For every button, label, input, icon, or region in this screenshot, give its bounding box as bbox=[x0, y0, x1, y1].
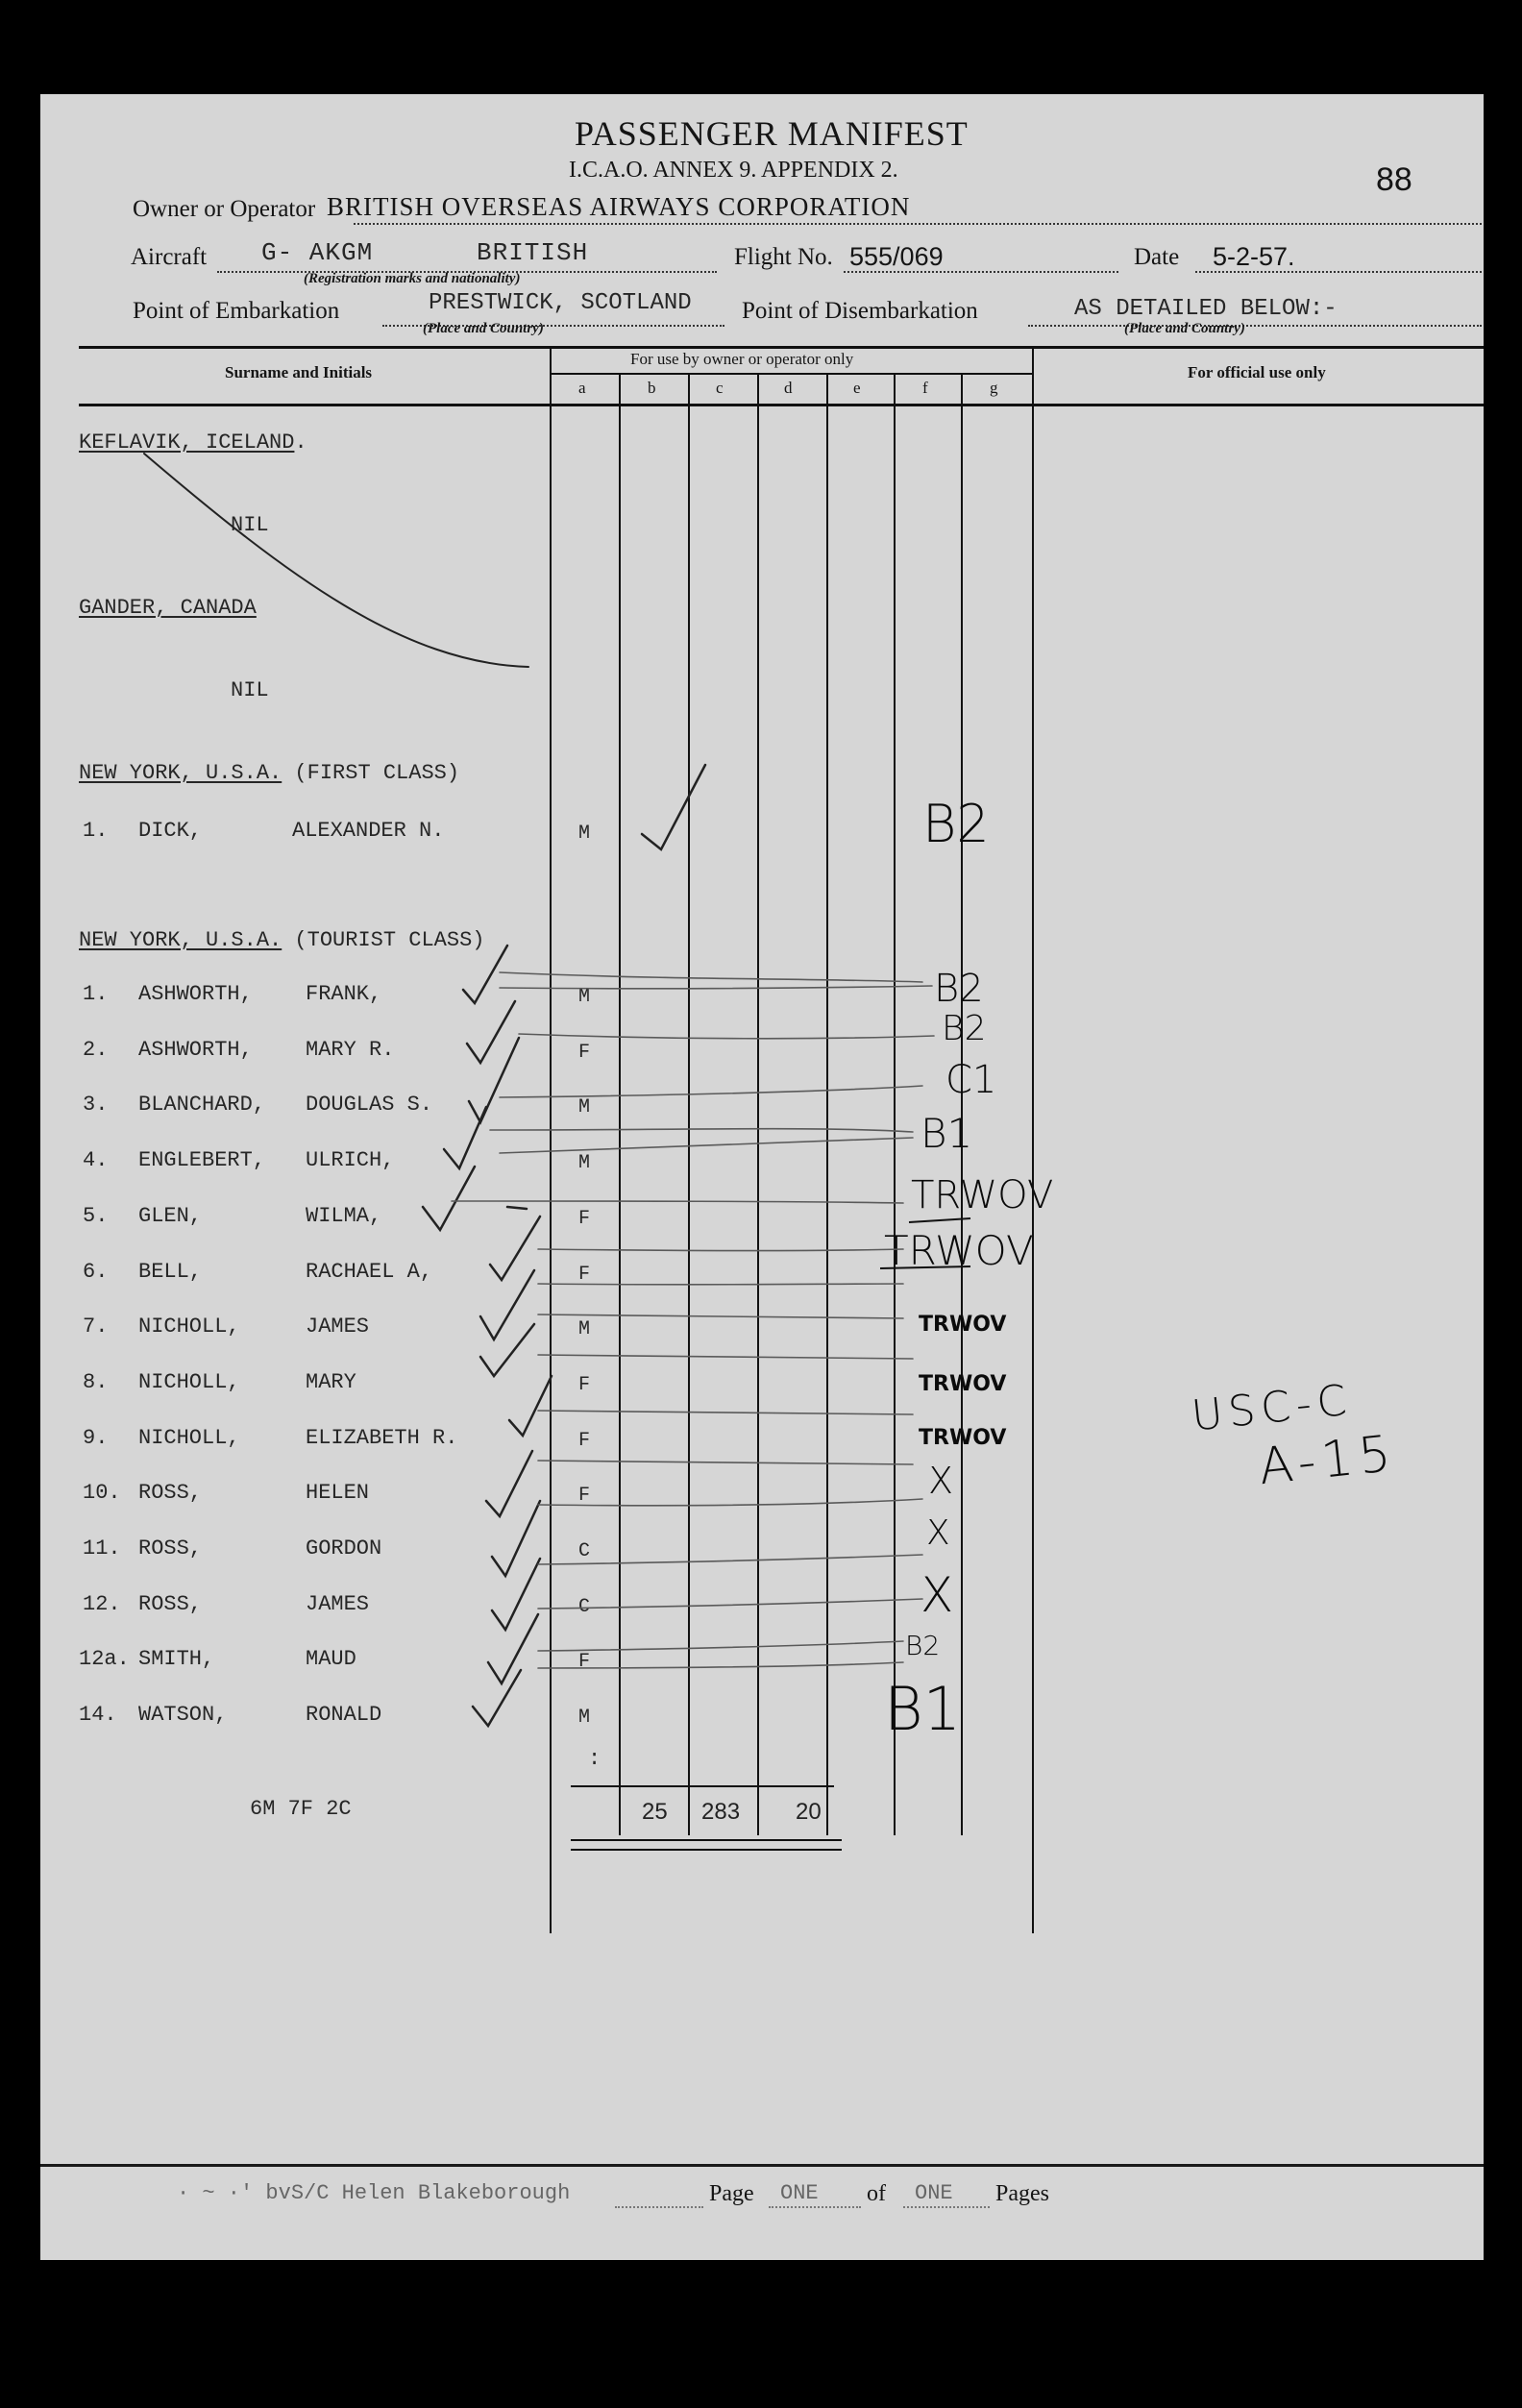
passenger-surname: BLANCHARD, bbox=[138, 1093, 266, 1117]
strike-through bbox=[909, 1218, 970, 1222]
row-number: 7. bbox=[83, 1315, 109, 1339]
col-letter-c: c bbox=[716, 379, 724, 397]
row-number: 10. bbox=[83, 1481, 121, 1505]
passenger-sex: C bbox=[578, 1596, 591, 1618]
passenger-given-name: MAUD bbox=[306, 1647, 356, 1671]
pencil-line bbox=[519, 1034, 934, 1039]
handwritten-code: B2 bbox=[922, 794, 990, 854]
col-header-name: Surname and Initials bbox=[225, 363, 373, 381]
owner-label: Owner or Operator bbox=[133, 196, 316, 222]
handwritten-code: X bbox=[928, 1460, 954, 1502]
aircraft-nationality: BRITISH bbox=[477, 238, 589, 267]
passenger-given-name: ELIZABETH R. bbox=[306, 1426, 458, 1450]
date-label: Date bbox=[1134, 244, 1180, 270]
passenger-given-name: RONALD bbox=[306, 1703, 382, 1727]
owner-value: BRITISH OVERSEAS AIRWAYS CORPORATION bbox=[327, 192, 911, 221]
passenger-given-name: MARY R. bbox=[306, 1038, 395, 1062]
checkmark-icon bbox=[423, 1167, 475, 1230]
passenger-given-name: MARY bbox=[306, 1370, 356, 1394]
row-number: 1. bbox=[83, 982, 109, 1006]
checkmark-icon bbox=[463, 946, 507, 1003]
disembark-value: AS DETAILED BELOW:- bbox=[1074, 296, 1338, 322]
passenger-surname: ROSS, bbox=[138, 1481, 203, 1505]
total-d: 20 bbox=[796, 1799, 822, 1825]
passenger-surname: DICK, bbox=[138, 819, 203, 843]
passenger-given-name: HELEN bbox=[306, 1481, 370, 1505]
total-b: 25 bbox=[642, 1799, 668, 1825]
checkmark-icon bbox=[492, 1501, 540, 1576]
passenger-sex: F bbox=[578, 1042, 591, 1064]
pencil-line bbox=[538, 1315, 903, 1318]
footer-page-label: Page bbox=[709, 2181, 754, 2206]
pencil-line bbox=[538, 1662, 903, 1668]
passenger-surname: NICHOLL, bbox=[138, 1315, 240, 1339]
footer-page-value: ONE bbox=[780, 2181, 819, 2205]
handwritten-code: X bbox=[921, 1567, 954, 1623]
section-heading-gander: GANDER, CANADA bbox=[79, 596, 257, 620]
handwritten-code: B2 bbox=[905, 1630, 941, 1661]
pencil-line bbox=[538, 1555, 922, 1564]
checkmark-icon bbox=[480, 1270, 534, 1339]
passenger-sex: F bbox=[578, 1485, 591, 1507]
row-number: 12. bbox=[83, 1592, 121, 1616]
sex-summary: 6M 7F 2C bbox=[250, 1797, 352, 1821]
checkmark-icon bbox=[490, 1216, 540, 1280]
col-letter-f: f bbox=[922, 379, 928, 397]
footer-of-label: of bbox=[867, 2181, 886, 2206]
keflavik-nil: NIL bbox=[231, 513, 269, 537]
passenger-sex: F bbox=[578, 1430, 591, 1452]
passenger-surname: NICHOLL, bbox=[138, 1370, 240, 1394]
row-number: 9. bbox=[83, 1426, 109, 1450]
pencil-line bbox=[500, 1086, 922, 1097]
checkmark-icon bbox=[642, 765, 705, 849]
passenger-given-name: FRANK, bbox=[306, 982, 382, 1006]
pencil-line bbox=[538, 1355, 913, 1359]
passenger-sex: M bbox=[578, 1096, 591, 1118]
handwritten-code: B1 bbox=[921, 1110, 973, 1157]
passenger-sex: M bbox=[578, 986, 591, 1008]
aircraft-label: Aircraft bbox=[131, 244, 208, 270]
passenger-surname: ENGLEBERT, bbox=[138, 1148, 266, 1172]
section-heading-tourist-class: NEW YORK, U.S.A. (TOURIST CLASS) bbox=[79, 928, 485, 952]
passenger-given-name: ALEXANDER N. bbox=[292, 819, 445, 843]
checkmark-icon bbox=[444, 1107, 486, 1168]
disembark-label: Point of Disembarkation bbox=[742, 298, 978, 324]
section-heading-keflavik: KEFLAVIK, ICELAND. bbox=[79, 430, 307, 455]
cancel-stroke bbox=[144, 454, 528, 667]
row-number: 8. bbox=[83, 1370, 109, 1394]
footer-pages-label: Pages bbox=[995, 2181, 1049, 2206]
row-number: 5. bbox=[83, 1204, 109, 1228]
total-c: 283 bbox=[701, 1799, 741, 1825]
handwritten-code: C1 bbox=[945, 1058, 997, 1102]
pencil-line bbox=[538, 1599, 922, 1609]
passenger-sex: M bbox=[578, 1318, 591, 1340]
row-number: 14. bbox=[79, 1703, 117, 1727]
passenger-given-name: DOUGLAS S. bbox=[306, 1093, 433, 1117]
passenger-surname: BELL, bbox=[138, 1260, 203, 1284]
official-note-line1: USC-C bbox=[1189, 1375, 1355, 1441]
handwritten-code: TRWOV bbox=[919, 1426, 1007, 1450]
page-title: PASSENGER MANIFEST bbox=[575, 114, 969, 153]
passenger-sex: F bbox=[578, 1264, 591, 1286]
col-letter-b: b bbox=[648, 379, 656, 397]
official-note-line2: A-15 bbox=[1256, 1424, 1400, 1497]
passenger-surname: ROSS, bbox=[138, 1536, 203, 1560]
gander-nil: NIL bbox=[231, 678, 269, 702]
row-number: 1. bbox=[83, 819, 109, 843]
passenger-sex: M bbox=[578, 1152, 591, 1174]
embark-note: (Place and Country) bbox=[423, 321, 544, 336]
passenger-given-name: WILMA, bbox=[306, 1204, 382, 1228]
pencil-line bbox=[538, 1641, 903, 1651]
passenger-surname: ROSS, bbox=[138, 1592, 203, 1616]
passenger-surname: GLEN, bbox=[138, 1204, 203, 1228]
checkmark-icon bbox=[467, 1001, 515, 1063]
passenger-given-name: GORDON bbox=[306, 1536, 382, 1560]
row-number: 11. bbox=[83, 1536, 121, 1560]
passenger-surname: ASHWORTH, bbox=[138, 1038, 253, 1062]
row-number: 4. bbox=[83, 1148, 109, 1172]
handwritten-code: B1 bbox=[884, 1674, 962, 1744]
disembark-note: (Place and Country) bbox=[1124, 321, 1245, 336]
passenger-sex: M bbox=[578, 823, 591, 845]
checkmark-icon bbox=[469, 1038, 519, 1122]
embark-label: Point of Embarkation bbox=[133, 298, 340, 324]
row-number: 3. bbox=[83, 1093, 109, 1117]
col-header-official: For official use only bbox=[1188, 363, 1326, 381]
flight-label: Flight No. bbox=[734, 244, 833, 270]
handwritten-code: X bbox=[926, 1513, 950, 1553]
handwritten-code: TRWOV bbox=[911, 1173, 1054, 1217]
footer-of-value: ONE bbox=[915, 2181, 953, 2205]
passenger-sex: M bbox=[578, 1707, 591, 1729]
checkmark-icon bbox=[507, 1207, 527, 1209]
pencil-line bbox=[538, 1499, 922, 1506]
col-letter-g: g bbox=[990, 379, 998, 397]
checkmark-icon bbox=[486, 1451, 532, 1516]
checkmark-icon bbox=[473, 1670, 521, 1726]
pencil-line bbox=[490, 1129, 913, 1132]
passenger-given-name: JAMES bbox=[306, 1592, 370, 1616]
page-subtitle: I.C.A.O. ANNEX 9. APPENDIX 2. bbox=[569, 158, 898, 183]
col-a-extra-mark: : bbox=[588, 1747, 601, 1771]
passenger-surname: NICHOLL, bbox=[138, 1426, 240, 1450]
pencil-line bbox=[500, 986, 932, 989]
aircraft-reg: G- AKGM bbox=[261, 238, 374, 267]
handwritten-code: TRWOV bbox=[884, 1227, 1034, 1274]
col-letter-a: a bbox=[578, 379, 586, 397]
pencil-line bbox=[500, 972, 922, 982]
strike-through bbox=[880, 1266, 970, 1268]
passenger-sex: C bbox=[578, 1540, 591, 1562]
pencil-line bbox=[500, 1138, 913, 1153]
col-letter-e: e bbox=[853, 379, 861, 397]
handwritten-code: TRWOV bbox=[919, 1313, 1007, 1337]
pencil-line bbox=[538, 1461, 913, 1464]
checkmark-icon bbox=[488, 1614, 538, 1683]
col-letter-d: d bbox=[784, 379, 793, 397]
handwritten-code: B2 bbox=[934, 967, 984, 1011]
date-value: 5-2-57. bbox=[1213, 242, 1295, 271]
passenger-sex: F bbox=[578, 1651, 591, 1673]
passenger-given-name: JAMES bbox=[306, 1315, 370, 1339]
row-number: 6. bbox=[83, 1260, 109, 1284]
passenger-given-name: ULRICH, bbox=[306, 1148, 395, 1172]
pencil-line bbox=[538, 1284, 903, 1285]
handwritten-code: TRWOV bbox=[919, 1372, 1007, 1396]
row-number: 2. bbox=[83, 1038, 109, 1062]
flight-value: 555/069 bbox=[849, 242, 944, 271]
pencil-line bbox=[538, 1249, 903, 1251]
pencil-line bbox=[538, 1411, 913, 1414]
col-header-owner-group: For use by owner or operator only bbox=[630, 350, 854, 368]
page-number: 88 bbox=[1376, 161, 1412, 198]
checkmark-icon bbox=[492, 1559, 540, 1630]
handwritten-code: B2 bbox=[942, 1009, 987, 1048]
passenger-sex: F bbox=[578, 1208, 591, 1230]
passenger-given-name: RACHAEL A, bbox=[306, 1260, 433, 1284]
checkmark-icon bbox=[509, 1376, 552, 1436]
pencil-line bbox=[452, 1201, 903, 1203]
prepared-by: · ~ ·' bvS/C Helen Blakeborough bbox=[177, 2181, 571, 2205]
passenger-surname: ASHWORTH, bbox=[138, 982, 253, 1006]
embark-value: PRESTWICK, SCOTLAND bbox=[429, 290, 692, 316]
passenger-surname: WATSON, bbox=[138, 1703, 228, 1727]
passenger-surname: SMITH, bbox=[138, 1647, 215, 1671]
section-heading-first-class: NEW YORK, U.S.A. (FIRST CLASS) bbox=[79, 761, 460, 785]
row-number: 12a. bbox=[79, 1647, 130, 1671]
passenger-sex: F bbox=[578, 1374, 591, 1396]
aircraft-note: (Registration marks and nationality) bbox=[304, 271, 521, 286]
